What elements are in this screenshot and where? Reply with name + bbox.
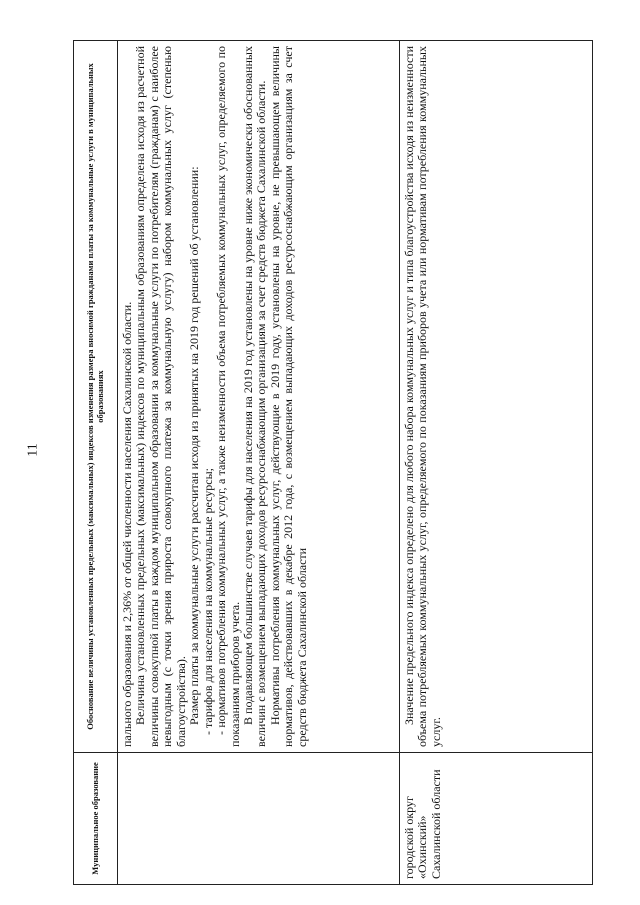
paragraph: Величина установленных предельных (максимальных) индексов по муниципальным образованиям определена исходя из расчетной величины совокупной платы в каждом муниципальном образовании за коммунальные услуги по потребителям (гражданам) с наиболее невыгодным (с точки зрения прироста совокупного платежа за коммунальную услугу) набором коммунальных услуг (степенью благоустройства). [133, 46, 188, 747]
paragraph: Нормативы потребления коммунальных услуг, действующие в 2019 году, установлены на уровне, не превышающем величины нормативов, действовавших в декабре 2012 года, с возмещением выпадающих доходов ресурсоснабжающим организациям за счет средств бюджета Сахалинской области [267, 46, 309, 747]
justification-table [73, 40, 593, 885]
justification-cell [400, 41, 593, 753]
list-item: - тарифов для населения на коммунальные ресурсы; [200, 468, 215, 735]
header-municipality: Муниципальное образование [74, 753, 118, 885]
paragraph: В подавляющем большинстве случаев тарифы для населения на 2019 год установлены на уровне ниже экономически обоснованных величин с возмещением выпадающих доходов ресурсоснабжающим организациям за счет средств бюджета Сахалинской области. [240, 46, 269, 747]
table-row [400, 41, 593, 885]
table-header-row [74, 41, 118, 885]
list-item: - нормативов потребления коммунальных услуг, а также неизменности объема потребляемых коммунальных услуг, определяемого по показаниям приборов учета. [214, 46, 242, 747]
page-number: 11 [25, 443, 41, 457]
municipality-cell [118, 753, 400, 885]
municipality-cell: городской округ «Охинский» Сахалинской области [400, 753, 593, 885]
table-container [73, 40, 593, 885]
paragraph: Значение предельного индекса определено для любого набора коммунальных услуг и типа благоустройства исходя из неизменности объема потребляемых коммунальных услуг, определяемого по показаниям приборов учета или нормативам потребления коммунальных услуг. [402, 46, 443, 747]
header-justification: Обоснование величины установленных предельных (максимальных) индексов изменения размера вносимой гражданами платы за коммунальные услуги в муниципальных образованиях [74, 41, 118, 753]
table-row [118, 41, 400, 885]
paragraph: Размер платы за коммунальные услуги рассчитан исходя из принятых на 2019 год решений об установлении: [187, 166, 202, 725]
justification-cell [118, 41, 400, 753]
paragraph: пального образования и 2,36% от общей численности населения Сахалинской области. [120, 301, 134, 747]
